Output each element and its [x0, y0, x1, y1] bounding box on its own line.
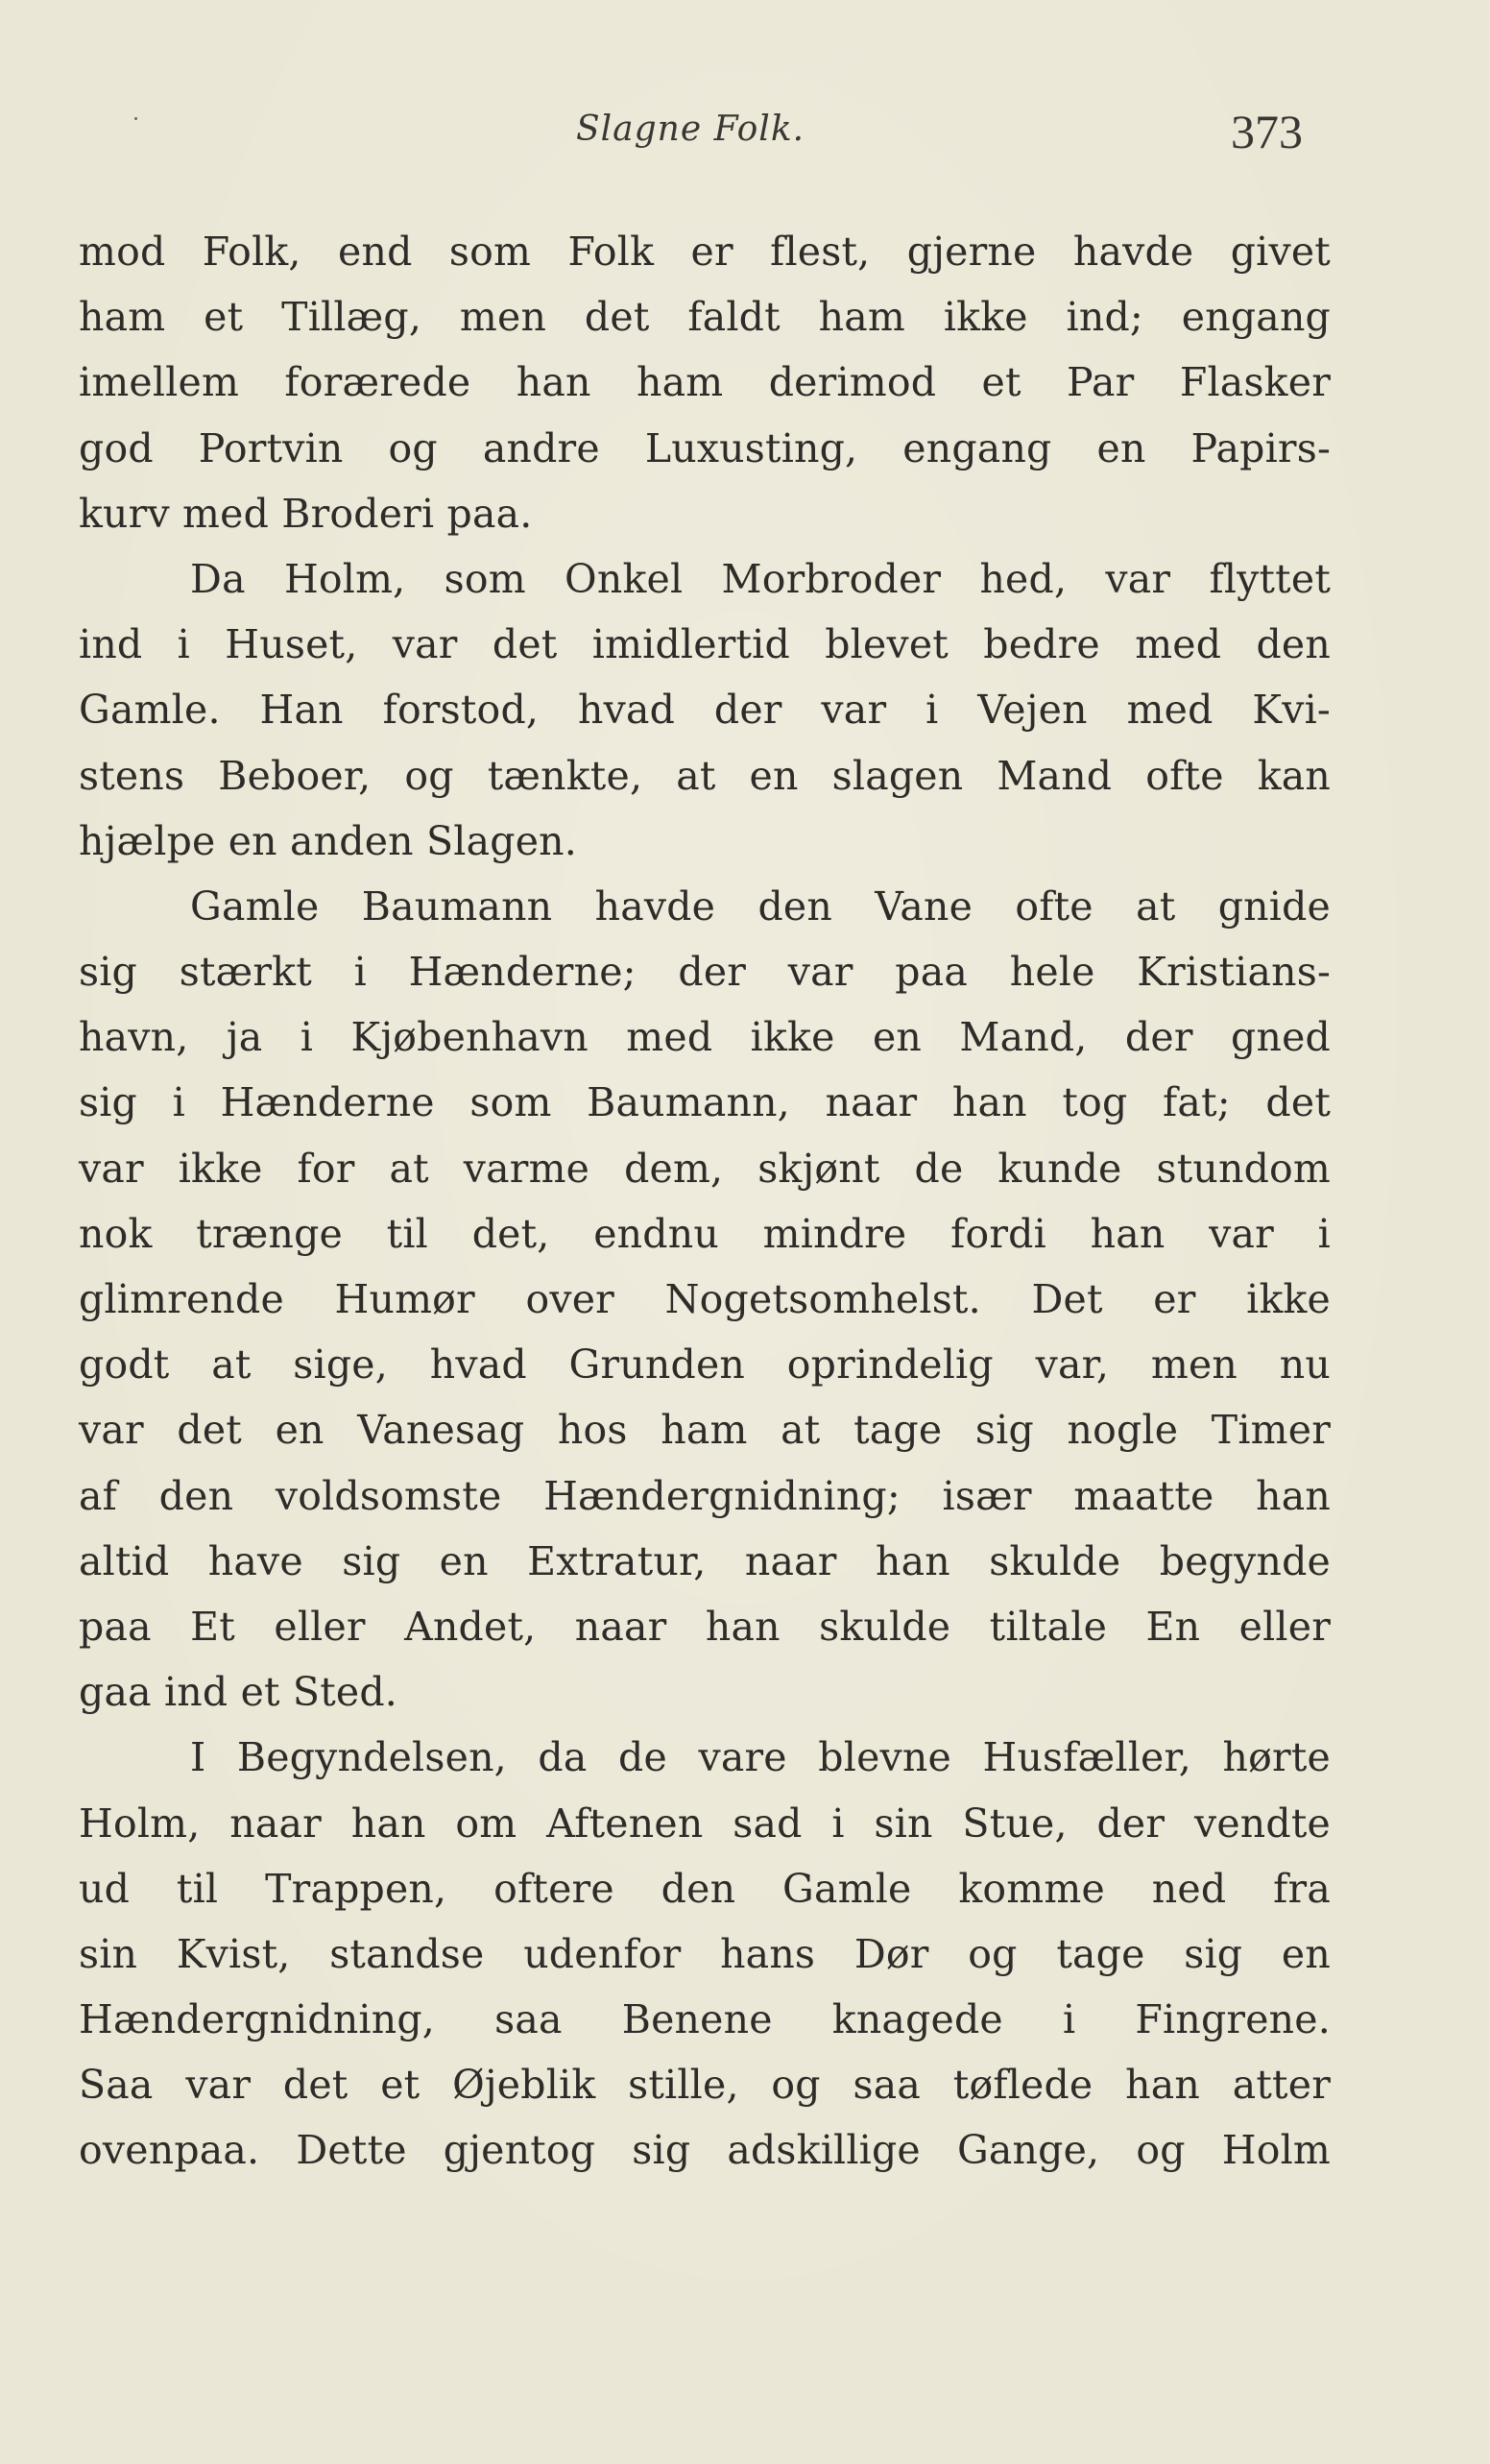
text-line: ham et Tillæg, men det faldt ham ikke ind; engang [79, 294, 1331, 341]
speck-mark [134, 117, 137, 120]
text-line: ovenpaa. Dette gjentog sig adskillige Gange, og Holm [79, 2127, 1331, 2174]
text-line: Gamle Baumann havde den Vane ofte at gnide [190, 882, 1331, 930]
text-line: godt at sige, hvad Grunden oprindelig var, men nu [79, 1341, 1331, 1389]
text-line: stens Beboer, og tænkte, at en slagen Mand ofte kan [79, 752, 1331, 799]
text-line: mod Folk, end som Folk er flest, gjerne havde givet [79, 229, 1331, 275]
text-line: var ikke for at varme dem, skjønt de kunde stundom [79, 1145, 1331, 1192]
text-line: nok trænge til det, endnu mindre fordi han var i [79, 1210, 1331, 1257]
text-line: sin Kvist, standse udenfor hans Dør og tage sig en [79, 1930, 1331, 1977]
text-line: Saa var det et Øjeblik stille, og saa tøflede han atter [79, 2062, 1331, 2109]
text-line: glimrende Humør over Nogetsomhelst. Det er ikke [79, 1276, 1331, 1322]
text-line: kurv med Broderi paa. [79, 490, 533, 537]
text-line: af den voldsomste Hændergnidning; især maatte han [79, 1472, 1331, 1519]
text-line: imellem forærede han ham derimod et Par Flasker [79, 359, 1331, 406]
page-header [0, 104, 1490, 161]
text-line: ud til Trappen, oftere den Gamle komme ned fra [79, 1865, 1331, 1912]
text-line: sig stærkt i Hænderne; der var paa hele Kristians- [79, 949, 1331, 996]
text-line: Holm, naar han om Aftenen sad i sin Stue, der vendte [79, 1800, 1331, 1847]
text-line: sig i Hænderne som Baumann, naar han tog fat; det [79, 1079, 1331, 1126]
text-line: hjælpe en anden Slagen. [79, 817, 578, 864]
text-line: Hændergnidning, saa Benene knagede i Fingrene. [79, 1996, 1331, 2043]
text-line: paa Et eller Andet, naar han skulde tiltale En eller [79, 1603, 1331, 1650]
text-line: Da Holm, som Onkel Morbroder hed, var flyttet [190, 555, 1331, 602]
body-text [79, 219, 1331, 2184]
running-title: Slagne Folk. [576, 109, 805, 149]
text-line: var det en Vanesag hos ham at tage sig nogle Timer [79, 1407, 1331, 1454]
text-line: god Portvin og andre Luxusting, engang en Papirs- [79, 424, 1331, 471]
text-line: gaa ind et Sted. [79, 1669, 398, 1716]
text-line: ind i Huset, var det imidlertid blevet bedre med den [79, 621, 1331, 668]
page-number: 373 [1231, 105, 1303, 158]
text-line: I Begyndelsen, da de vare blevne Husfæller, hørte [190, 1734, 1331, 1781]
text-line: Gamle. Han forstod, hvad der var i Vejen med Kvi- [79, 687, 1331, 734]
text-line: havn, ja i Kjøbenhavn med ikke en Mand, der gned [79, 1014, 1331, 1061]
text-line: altid have sig en Extratur, naar han skulde begynde [79, 1537, 1331, 1584]
